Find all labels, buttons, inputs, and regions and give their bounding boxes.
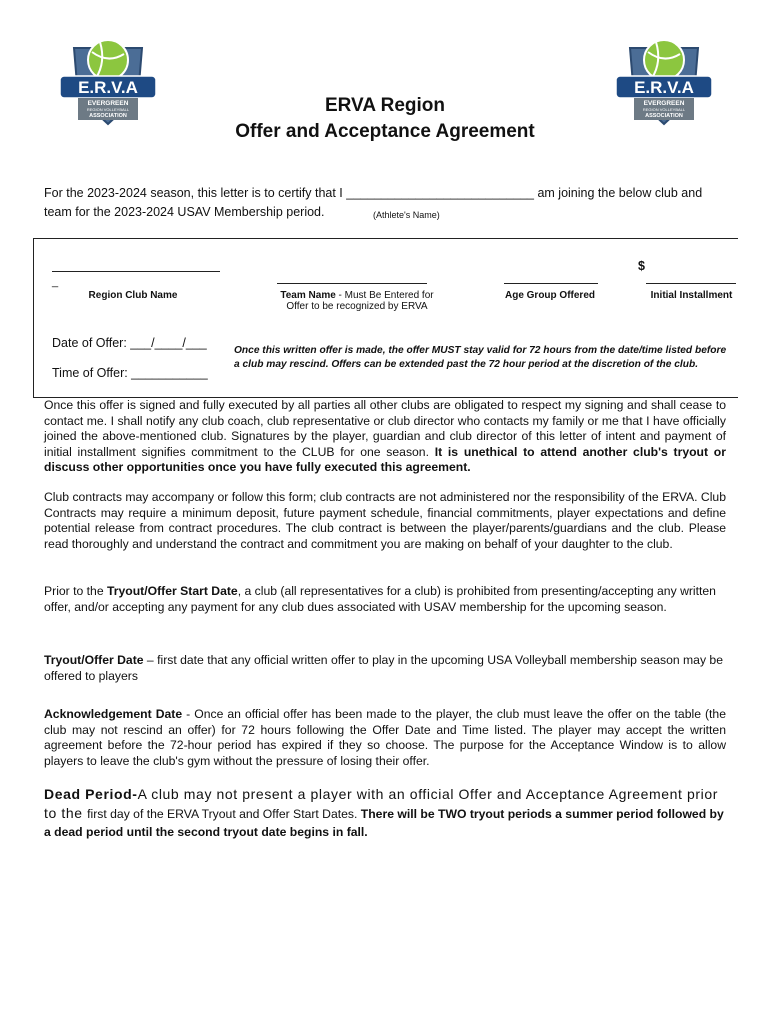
paragraph-signing: Once this offer is signed and fully executed by all parties all other clubs are obligated to respect my signing and shall cease to contact me. I shall notify any club coach, club representative or club director who contacts my family or me that I have officially joined the above-mentioned club. Signatures by the player, guardian and club director of this letter of intent and payment of initial installment signifies commitment to the CLUB for one season. It is unethical to attend another club's tryout or discuss other opportunities once you have fully executed this agreement. — [44, 398, 726, 474]
club-name-field[interactable] — [52, 271, 220, 272]
installment-field[interactable] — [646, 283, 736, 284]
intro-line2: team for the 2023-2024 USAV Membership period. — [44, 205, 325, 219]
paragraph-tryout-date: Tryout/Offer Date – first date that any official written offer to play in the upcoming USA Volleyball membership season may be offered to players — [44, 653, 723, 683]
offer-validity-note: Once this written offer is made, the offer MUST stay valid for 72 hours from the date/time listed before a club may rescind. Offers can be extended past the 72 hour period at the discretion of the club. — [234, 345, 727, 370]
svg-text:EVERGREEN: EVERGREEN — [643, 100, 685, 107]
intro-line1: For the 2023-2024 season, this letter is to certify that I ___________________________ am joining the below club and — [44, 186, 703, 200]
paragraph-acknowledgement: Acknowledgement Date - Once an official offer has been made to the player, the club must leave the offer on the table (the club may not rescind an offer) for 72 hours following the Offer Date and Time listed. The player may accept the written agreement before the 72-hour period has expired if they so choose. The purpose for the Acceptance Window is to allow players to leave the club's gym without the pressure of losing their offer. — [44, 707, 726, 768]
paragraph-prior-to-start: Prior to the Tryout/Offer Start Date, a club (all representatives for a club) is prohibited from presenting/accepting any written offer, and/or accepting any payment for any club dues associated with USAV membership for the upcoming season. — [44, 584, 716, 614]
logo-text: E.R.V.A — [78, 78, 138, 97]
paragraph-dead-period: Dead Period-A club may not present a player with an official Offer and Acceptance Agreement prior to the first day of the ERVA Tryout and Offer Start Dates. There will be TWO tryout periods a summer period followed by a dead period until the second tryout date begins in fall. — [44, 786, 724, 839]
team-name-label: Team Name - Must Be Entered for Offer to be recognized by ERVA — [280, 290, 434, 312]
club-name-label: Region Club Name — [88, 290, 178, 301]
team-name-field[interactable] — [277, 283, 427, 284]
svg-text:REGION VOLLEYBALL: REGION VOLLEYBALL — [86, 107, 130, 112]
age-group-field[interactable] — [504, 283, 598, 284]
svg-text:ASSOCIATION: ASSOCIATION — [89, 113, 127, 119]
age-group-label: Age Group Offered — [504, 290, 595, 301]
athlete-name-blank[interactable]: ___________________________ — [346, 186, 534, 200]
svg-text:EVERGREEN: EVERGREEN — [87, 100, 129, 107]
logo-text: E.R.V.A — [634, 78, 694, 97]
installment-label: Initial Installment — [650, 290, 733, 301]
page-title-line1: ERVA Region — [325, 95, 445, 116]
page-title-line2: Offer and Acceptance Agreement — [235, 121, 535, 142]
dollar-sign: $ — [638, 259, 645, 273]
athlete-name-label: (Athlete's Name) — [373, 210, 440, 220]
time-of-offer[interactable]: Time of Offer: ___________ — [52, 366, 208, 380]
svg-text:REGION VOLLEYBALL: REGION VOLLEYBALL — [642, 107, 686, 112]
svg-text:ASSOCIATION: ASSOCIATION — [645, 113, 683, 119]
date-of-offer[interactable]: Date of Offer: ___/____/___ — [52, 336, 207, 350]
paragraph-club-contracts: Club contracts may accompany or follow this form; club contracts are not administered nor the responsibility of the ERVA. Club Contracts may require a minimum deposit, future payment schedule, financial commitments, player expectations and define potential release from contract procedures. The club contract is between the player/parents/guardians and the club. Please read thoroughly and understand the contract and commitment you are making on behalf of your daughter to the club. — [44, 490, 726, 551]
